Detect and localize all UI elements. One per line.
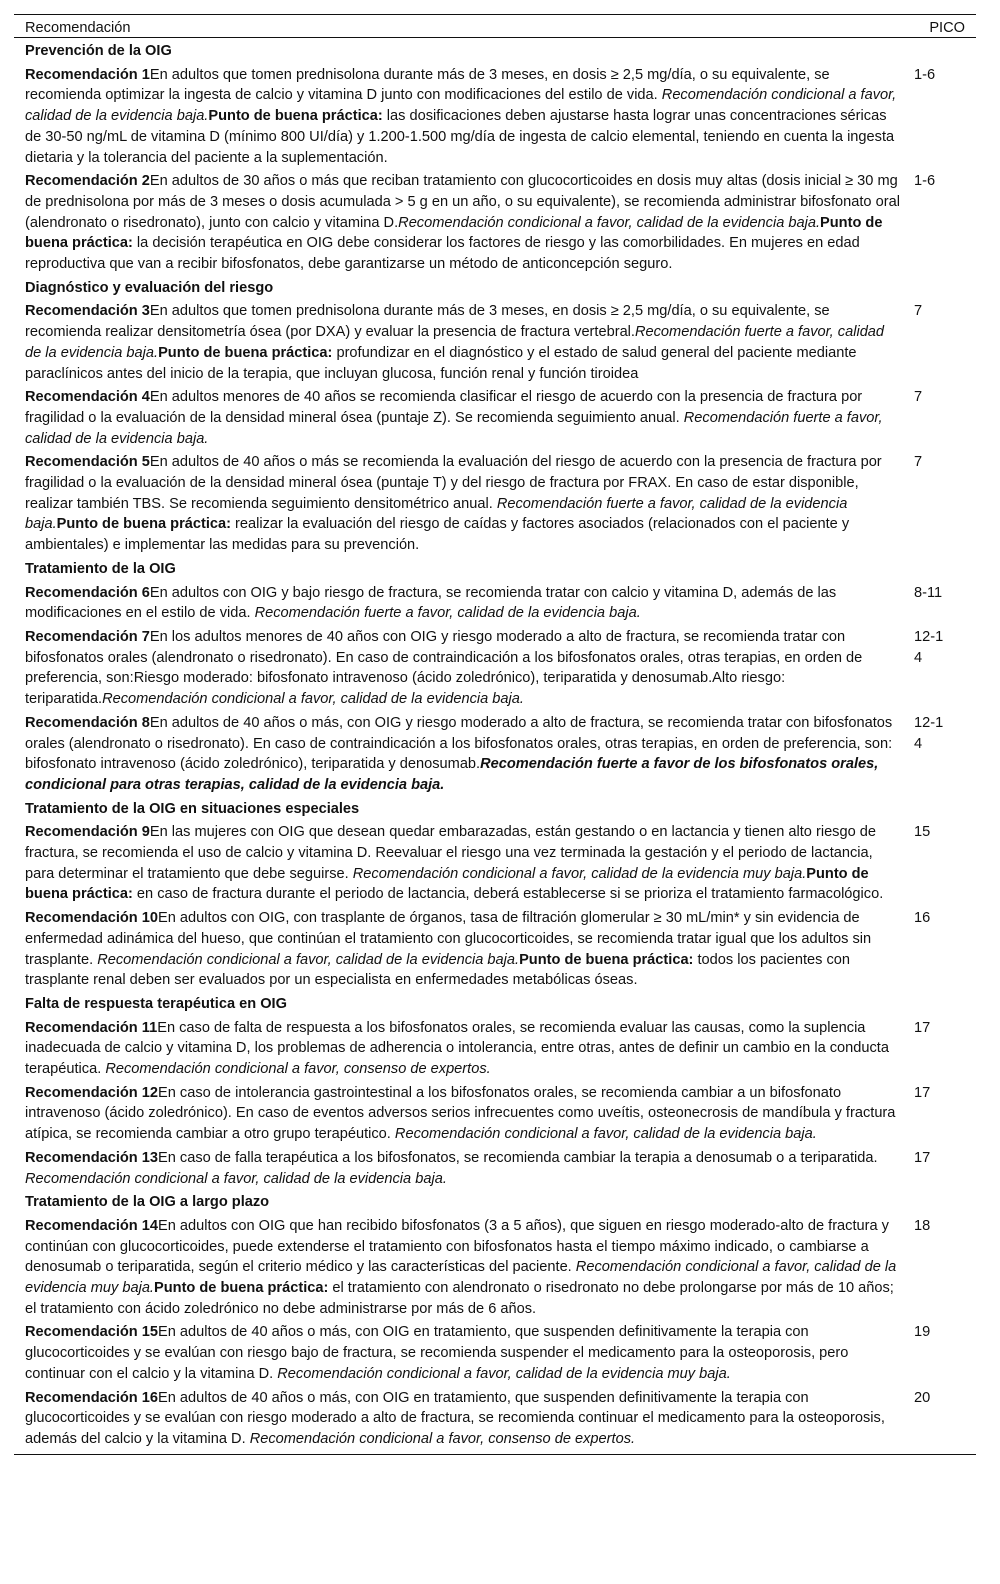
- pico-cell: 7: [914, 389, 923, 406]
- pico-cell: 16: [914, 910, 931, 927]
- recommendations-table: [14, 14, 976, 1455]
- evidence-grade: Recomendación fuerte a favor, calidad de la evidencia baja.: [25, 324, 885, 361]
- evidence-grade: Recomendación fuerte a favor de los bifosfonatos orales, condicional para otras terapias, calidad de la evidencia baja.: [25, 756, 879, 793]
- recommendation-row: [14, 1213, 976, 1320]
- section-title: Falta de respuesta terapéutica en OIG: [25, 995, 287, 1012]
- recommendation-label: Recomendación 3: [25, 303, 150, 320]
- evidence-grade: Recomendación fuerte a favor, calidad de la evidencia baja.: [254, 605, 641, 622]
- recommendation-label: Recomendación 14: [25, 1217, 159, 1234]
- pico-cell: 17: [914, 1019, 931, 1036]
- recommendation-body: el tratamiento con alendronato o risedronato no debe prolongarse por más de 10 años; el tratamiento con ácido zoledrónico no debe administrarse por más de 6 años.: [25, 1280, 894, 1317]
- recommendation-body: en caso de fractura durante el periodo de lactancia, deberá establecerse si se prioriza el tratamiento farmacológico.: [132, 886, 884, 903]
- evidence-grade: Recomendación condicional a favor, calidad de la evidencia baja.: [25, 1170, 447, 1187]
- recommendation-body: En adultos menores de 40 años se recomienda clasificar el riesgo de acuerdo con la presencia de fractura por fragilidad o la evaluación de la densidad mineral ósea (puntaje Z). Se recomienda seguimiento anual.: [25, 389, 863, 426]
- table-header: [14, 14, 976, 38]
- recommendation-label: Recomendación 1: [25, 66, 150, 83]
- recommendation-label: Recomendación 2: [25, 173, 150, 190]
- bottom-rule: [14, 1454, 976, 1455]
- pico-cell: 7: [914, 454, 923, 471]
- recommendation-label: Recomendación 7: [25, 628, 150, 645]
- recommendation-body: En adultos con OIG que han recibido bifosfonatos (3 a 5 años), que siguen en riesgo moderado-alto de fractura y continúan con glucocorticoides, puede extenderse el tratamiento con bifosfonatos hasta el tiempo máximo indicado, o cambiarse a denosumab o teriparatida, según el criterio médico y las características del paciente.: [25, 1217, 889, 1276]
- evidence-grade: Recomendación condicional a favor, calidad de la evidencia baja.: [97, 951, 520, 968]
- recommendation-label: Recomendación 12: [25, 1084, 159, 1101]
- recommendation-label: Recomendación 5: [25, 454, 150, 471]
- pico-cell: 17: [914, 1149, 931, 1166]
- recommendation-label: Recomendación 8: [25, 714, 150, 731]
- recommendation-label: Recomendación 4: [25, 389, 150, 406]
- evidence-grade: Recomendación condicional a favor, calidad de la evidencia baja.: [25, 87, 897, 125]
- pico-cell: 1-6: [914, 66, 936, 83]
- good-practice-label: Punto de buena práctica:: [154, 1280, 329, 1297]
- recommendation-text: [14, 583, 900, 624]
- pico-cell: 18: [914, 1217, 931, 1234]
- good-practice-label: Punto de buena práctica:: [208, 108, 383, 125]
- good-practice-label: Punto de buena práctica:: [158, 344, 333, 361]
- recommendation-body: todos los pacientes con trasplante renal deben ser evaluados por un especialista en enfermedades metabólicas óseas.: [25, 951, 850, 989]
- recommendation-text: [14, 1322, 900, 1384]
- pico-cell: 17: [914, 1084, 931, 1101]
- recommendation-body: En adultos de 40 años o más, con OIG y riesgo moderado a alto de fractura, se recomienda tratar con bifosfonatos orales (alendronato o risedronato). En caso de contraindicación a los bifosfonatos orales, otras terapias, en orden de preferencia, son: bifosfonato intravenoso (ácido zoledrónico), teriparatida y denosumab.: [25, 714, 893, 773]
- section-title: Tratamiento de la OIG a largo plazo: [25, 1194, 270, 1211]
- section-title: Diagnóstico y evaluación del riesgo: [25, 279, 274, 296]
- section-title: Tratamiento de la OIG en situaciones especiales: [25, 800, 360, 817]
- pico-cell: 15: [914, 824, 931, 841]
- recommendation-text: [14, 65, 900, 169]
- evidence-grade: Recomendación condicional a favor, calidad de la evidencia muy baja.: [352, 865, 807, 882]
- pico-cell: 19: [914, 1324, 931, 1341]
- recommendation-row: [14, 1015, 976, 1080]
- recommendation-row: [14, 384, 976, 449]
- evidence-grade: Recomendación condicional a favor, calidad de la evidencia baja.: [394, 1126, 817, 1143]
- recommendation-body: la decisión terapéutica en OIG debe considerar los factores de riesgo y las comorbilidades. En mujeres en edad reproductiva que van a recibir bifosfonatos, debe garantizarse un método de anticoncepción seguro.: [25, 235, 860, 273]
- recommendation-row: [14, 298, 976, 384]
- recommendation-row: [14, 819, 976, 905]
- good-practice-label: Punto de buena práctica:: [25, 865, 869, 903]
- section-title: Prevención de la OIG: [25, 43, 172, 59]
- section-title: Tratamiento de la OIG: [25, 560, 176, 577]
- recommendation-label: Recomendación 9: [25, 824, 150, 841]
- recommendation-text: [14, 1018, 900, 1080]
- recommendation-label: Recomendación 16: [25, 1389, 159, 1406]
- recommendation-text: [14, 822, 900, 905]
- recommendation-text: [14, 171, 900, 275]
- recommendation-text: [14, 1148, 900, 1189]
- evidence-grade: Recomendación condicional a favor, calidad de la evidencia muy baja.: [25, 1259, 897, 1297]
- recommendation-body: En adultos de 40 años o más, con OIG en tratamiento, que suspenden definitivamente la terapia con glucocorticoides y se evalúan con riesgo bajo de fractura, se recomienda suspender el medicamento para la osteoporosis, pero continuar con el calcio y la vitamina D.: [25, 1324, 849, 1382]
- evidence-grade: Recomendación condicional a favor, consenso de expertos.: [249, 1431, 636, 1447]
- recommendation-row: [14, 905, 976, 991]
- recommendation-body: las dosificaciones deben ajustarse hasta lograr unas concentraciones séricas de 30-50 ng/mL de vitamina D (mínimo 800 UI/día) y 1.200-1.500 mg/día de ingesta de calcio elemental, teniendo en cuenta la ingesta dietaria y la tolerancia del paciente a la suplementación.: [25, 108, 895, 166]
- recommendation-row: [14, 1145, 976, 1189]
- recommendation-body: En adultos que tomen prednisolona durante más de 3 meses, en dosis ≥ 2,5 mg/día, o su equivalente, se recomienda optimizar la ingesta de calcio y vitamina D junto con modificaciones del estilo de vida.: [25, 66, 830, 104]
- pico-cell: 20: [914, 1389, 931, 1406]
- evidence-grade: Recomendación fuerte a favor, calidad de la evidencia baja.: [25, 495, 848, 533]
- recommendation-body: profundizar en el diagnóstico y el estado de salud general del paciente mediante paraclínicos antes del inicio de la terapia, que incluyan glucosa, función renal y función tiroidea: [25, 344, 857, 382]
- recommendation-row: [14, 1385, 976, 1450]
- recommendation-label: Recomendación 10: [25, 910, 159, 927]
- recommendation-body: En adultos con OIG y bajo riesgo de fractura, se recomienda tratar con calcio y vitamina D, además de las modificaciones en el estilo de vida.: [25, 584, 837, 622]
- recommendation-row: [14, 1080, 976, 1145]
- recommendation-body: En adultos de 40 años o más se recomienda la evaluación del riesgo de acuerdo con la presencia de fractura por fragilidad o la evaluación de la densidad mineral ósea (puntaje T) y del riesgo de fractura por FRAX. En caso de estar disponible, realizar también TBS. Se recomienda seguimiento densitométrico anual.: [25, 454, 882, 512]
- recommendation-body: En adultos de 40 años o más, con OIG en tratamiento, que suspenden definitivamente la terapia con glucocorticoides y se evalúan con riesgo moderado a alto de fractura, se recomienda continuar el medicamento para la osteoporosis, además del calcio y la vitamina D.: [25, 1389, 885, 1447]
- pico-cell: 12-14: [914, 628, 944, 666]
- pico-cell: 12-14: [914, 714, 944, 752]
- recommendation-text: [14, 301, 900, 384]
- good-practice-label: Punto de buena práctica:: [25, 214, 883, 252]
- recommendation-text: [14, 387, 900, 449]
- recommendation-body: En caso de falla terapéutica a los bifosfonatos, se recomienda cambiar la terapia a denosumab o a teriparatida.: [158, 1149, 878, 1166]
- recommendation-row: [14, 1319, 976, 1384]
- recommendation-label: Recomendación 15: [25, 1324, 159, 1341]
- recommendation-text: [14, 908, 900, 991]
- recommendation-row: [14, 449, 976, 556]
- recommendation-text: [14, 1388, 900, 1450]
- table-body: [14, 38, 976, 1450]
- recommendation-text: [14, 452, 900, 556]
- good-practice-label: Punto de buena práctica:: [519, 951, 694, 968]
- recommendation-text: [14, 1083, 900, 1145]
- recommendation-body: En adultos de 30 años o más que reciban tratamiento con glucocorticoides en dosis muy altas (dosis inicial ≥ 30 mg de prednisolona por más de 3 meses o dosis acumulada > 5 g en un año, o su equivalente), se recomienda administrar bifosfonato oral (alendronato o risedronato), junto con calcio y vitamina D.: [25, 173, 900, 231]
- pico-cell: 1-6: [914, 173, 936, 190]
- recommendation-text: [14, 627, 900, 710]
- recommendation-body: En adultos con OIG, con trasplante de órganos, tasa de filtración glomerular ≥ 30 mL/min* y sin evidencia de enfermedad adinámica del hueso, que continúan el tratamiento con glucocorticoides, se recomienda tratar igual que los adultos sin trasplante.: [25, 910, 872, 968]
- recommendation-body: realizar la evaluación del riesgo de caídas y factores asociados (relacionados con el paciente y ambientales) e implementar las medidas para su prevención.: [25, 516, 850, 554]
- recommendation-body: En adultos que tomen prednisolona durante más de 3 meses, en dosis ≥ 2,5 mg/día, o su equivalente, se recomienda realizar densitometría ósea (por DXA) y evaluar la presencia de fractura vertebral.: [25, 303, 830, 341]
- pico-cell: 7: [914, 303, 923, 320]
- recommendation-text: [14, 713, 900, 796]
- evidence-grade: Recomendación condicional a favor, calidad de la evidencia baja.: [398, 214, 821, 231]
- recommendation-text: [14, 1216, 900, 1320]
- header-pico: PICO: [929, 20, 965, 36]
- recommendation-body: En los adultos menores de 40 años con OIG y riesgo moderado a alto de fractura, se recomienda tratar con bifosfonatos orales (alendronato o risedronato). En caso de contraindicación a los bifosfonatos orales, otras terapias, en orden de preferencia, son:Riesgo moderado: bifosfonato intravenoso (ácido zoledrónico), teriparatida y denosumab.Alto riesgo: teriparatida.: [25, 628, 863, 708]
- recommendation-body: En las mujeres con OIG que desean quedar embarazadas, están gestando o en lactancia y tienen alto riesgo de fractura, se recomienda el uso de calcio y vitamina D. Reevaluar el riesgo una vez terminada la gestación y el periodo de lactancia, para determinar el tratamiento que debe seguirse.: [25, 824, 877, 882]
- good-practice-label: Punto de buena práctica:: [56, 516, 231, 533]
- evidence-grade: Recomendación condicional a favor, calidad de la evidencia muy baja.: [277, 1365, 731, 1382]
- evidence-grade: Recomendación condicional a favor, consenso de expertos.: [105, 1061, 491, 1078]
- recommendation-label: Recomendación 6: [25, 584, 150, 601]
- pico-cell: 8-11: [914, 584, 943, 601]
- recommendation-row: [14, 580, 976, 624]
- recommendation-body: En caso de intolerancia gastrointestinal a los bifosfonatos orales, se recomienda cambiar a un bifosfonato intravenoso (ácido zoledrónico). En caso de eventos adversos serios infrecuentes como uveítis, osteonecrosis de mandíbula y fractura atípica, se recomienda cambiar a otro grupo terapéutico.: [25, 1084, 896, 1143]
- header-recomendacion: Recomendación: [25, 20, 131, 36]
- recommendation-label: Recomendación 13: [25, 1149, 159, 1166]
- recommendation-body: En caso de falta de respuesta a los bifosfonatos orales, se recomienda evaluar las causas, como la suplencia inadecuada de calcio y vitamina D, los problemas de adherencia o intolerancia, entre otras, antes de definir un cambio en la conducta terapéutica.: [25, 1019, 889, 1078]
- evidence-grade: Recomendación fuerte a favor, calidad de la evidencia baja.: [25, 409, 883, 447]
- recommendation-row: [14, 624, 976, 710]
- recommendation-row: [14, 168, 976, 275]
- recommendation-row: [14, 62, 976, 169]
- recommendation-label: Recomendación 11: [25, 1019, 158, 1036]
- recommendation-row: [14, 710, 976, 796]
- evidence-grade: Recomendación condicional a favor, calidad de la evidencia baja.: [102, 691, 524, 708]
